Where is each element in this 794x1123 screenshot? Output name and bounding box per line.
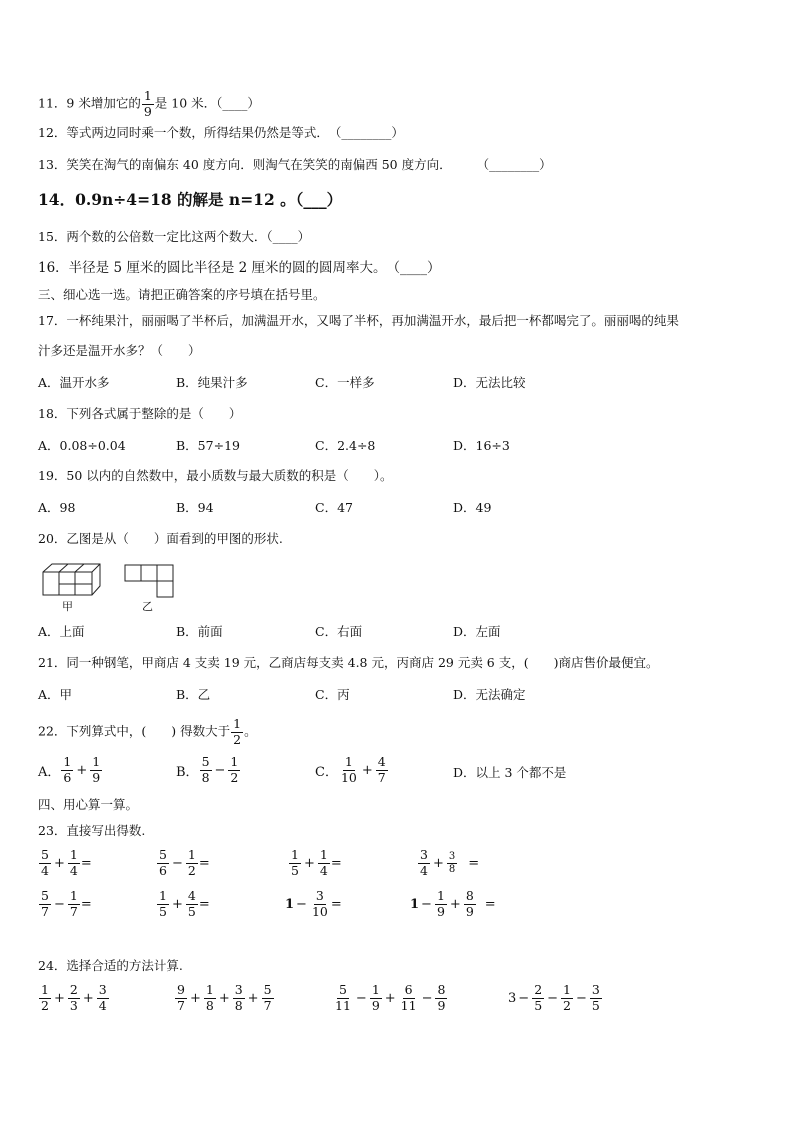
denominator: 4 [319,862,328,878]
operator: + [432,855,444,871]
q19-option-a: A．98 [38,500,76,515]
view-figure-yi [124,564,176,598]
denominator: 6 [159,862,167,878]
denominator: 5 [159,903,167,919]
operator: + [449,896,461,912]
operator: − [214,762,226,778]
operator: + [189,990,201,1006]
denominator: 8 [205,997,214,1013]
question-17-line2: 汁多还是温开水多？（ ） [38,343,201,358]
denominator: 8 [234,997,243,1013]
denominator: 7 [41,903,49,919]
whole-number: 1 [410,896,420,912]
denominator: 4 [41,862,49,878]
denominator: 8 [201,769,210,785]
question-24: 24．选择合适的方法计算. [38,958,183,973]
numerator: 9 [177,982,185,997]
q18-option-d: D．16÷3 [453,438,510,453]
question-11 [38,90,260,118]
denominator: 9 [436,903,445,919]
question-19: 19．50 以内的自然数中，最小质数与最大质数的积是（ ）。 [38,468,393,483]
operator: + [53,990,65,1006]
numerator: 5 [159,847,167,862]
question-15: 15．两个数的公倍数一定比这两个数大．（____） [38,229,311,244]
fraction [262,984,274,1012]
denominator: 5 [591,997,600,1013]
fraction [370,984,382,1012]
numerator: 6 [404,982,413,997]
numerator: 1 [436,888,445,903]
q21-option-a: A．甲 [38,687,73,702]
question-16: 16．半径是 5 厘米的圆比半径是 2 厘米的圆的圆周率大。 （____） [38,260,441,276]
fraction [39,890,51,918]
q20-option-b: B．前面 [176,624,223,639]
fraction [68,984,80,1012]
q22-text: 22．下列算式中，( ) 得数大于 [38,723,231,739]
denominator: 4 [98,997,107,1013]
operator: + [384,990,396,1006]
fraction [333,984,353,1012]
numerator: 1 [63,754,72,769]
question-12: 12．等式两边同时乘一个数，所得结果仍然是等式． （________） [38,125,404,140]
q19-option-b: B．94 [176,500,214,515]
fraction [68,849,80,877]
operator: + [76,762,88,778]
numerator: 1 [291,847,299,862]
question-21: 21．同一种钢笔，甲商店 4 支卖 19 元，乙商店每支卖 4.8 元，丙商店 29 元卖 6 支，( )商店售价最便宜。 [38,655,659,670]
denominator: 7 [177,997,185,1013]
question-13: 13．笑笑在淘气的南偏东 40 度方向．则淘气在笑笑的南偏西 50 度方向． （________） [38,157,552,172]
fraction [61,756,73,784]
numerator: 5 [41,847,49,862]
numerator: 1 [344,754,353,769]
q18-option-b: B．57÷19 [176,438,240,453]
fraction [68,890,80,918]
fraction [435,890,447,918]
numerator: 4 [377,754,386,769]
numerator: 5 [338,982,347,997]
operator: + [82,990,94,1006]
fraction [447,852,457,875]
denominator: 9 [143,103,152,119]
option-label: A． [38,764,61,780]
q24-expression-1 [38,984,110,1012]
denominator: 2 [563,997,571,1013]
operator: − [53,896,65,912]
q21-option-b: B．乙 [176,687,211,702]
fraction [39,849,51,877]
denominator: 9 [92,769,101,785]
operator: − [518,990,530,1006]
question-14: 14．0.9n÷4=18 的解是 n=12 。（___） [38,190,343,209]
operator: + [303,855,315,871]
q24-expression-4 [508,984,603,1012]
q19-option-c: C．47 [315,500,353,515]
q23-exercise-5 [38,890,92,918]
fraction [39,984,51,1012]
numerator: 1 [92,754,101,769]
numerator: 5 [201,754,210,769]
q21-option-d: D．无法确定 [453,687,526,702]
fraction [157,890,169,918]
fraction [233,984,245,1012]
section-3-heading: 三、细心选一选。请把正确答案的序号填在括号里。 [38,287,326,302]
equals-sign: = [198,855,210,871]
numerator: 1 [205,982,214,997]
fraction [142,90,154,118]
numerator: 5 [41,888,49,903]
q23-exercise-7 [285,890,342,918]
fraction [399,984,419,1012]
fraction [561,984,573,1012]
operator: − [171,855,183,871]
question-18: 18．下列各式属于整除的是（ ） [38,406,242,421]
denominator: 2 [230,769,239,785]
operator: − [547,990,559,1006]
q18-option-c: C．2.4÷8 [315,438,376,453]
numerator: 1 [230,754,239,769]
equals-sign: = [330,896,342,912]
question-20: 20．乙图是从（ ）面看到的甲图的形状. [38,531,283,546]
question-22 [38,718,257,746]
fraction [464,890,476,918]
q17-option-d: D．无法比较 [453,375,526,390]
denominator: 9 [371,997,380,1013]
option-label: C． [315,764,338,780]
q11-text: 11．9 米增加它的 [38,95,141,111]
numerator: 1 [187,847,196,862]
fraction [90,756,102,784]
numerator: 3 [98,982,107,997]
q11-text-end: 是 10 米．（____） [154,95,260,111]
fraction [590,984,602,1012]
q17-option-a: A．温开水多 [38,375,110,390]
operator: + [171,896,183,912]
numerator: 3 [234,982,243,997]
operator: − [296,896,307,912]
q23-exercise-3 [288,849,342,877]
fraction [228,756,240,784]
fraction [157,849,169,877]
denominator: 4 [420,862,428,878]
numerator: 1 [69,888,78,903]
denominator: 4 [69,862,78,878]
denominator: 11 [335,997,351,1013]
numerator: 8 [437,982,446,997]
q23-exercise-6 [156,890,210,918]
q23-exercise-4 [417,849,479,877]
denominator: 5 [187,903,196,919]
numerator: 2 [534,982,543,997]
denominator: 2 [187,862,196,878]
numerator: 1 [159,888,167,903]
question-17-line1: 17．一杯纯果汁，丽丽喝了半杯后，加满温开水，又喝了半杯，再加满温开水，最后把一杯都喝完了。丽丽喝的纯果 [38,313,679,328]
cube-figure-jia [42,562,104,598]
fraction [231,718,243,746]
fraction [376,756,388,784]
equals-sign: = [468,855,480,871]
fraction [175,984,187,1012]
denominator: 10 [340,769,357,785]
q22-option-d: D．以上 3 个都不是 [453,765,567,780]
denominator: 10 [311,903,328,919]
fraction [310,890,330,918]
fraction [97,984,109,1012]
equals-sign: = [80,855,92,871]
denominator: 5 [291,862,299,878]
numerator: 3 [420,847,428,862]
fraction [186,890,198,918]
operator: − [421,896,432,912]
operator: + [218,990,230,1006]
equals-sign: = [330,855,342,871]
whole-number: 3 [508,990,517,1006]
denominator: 9 [465,903,474,919]
section-4-heading: 四、用心算一算。 [38,797,139,812]
numerator: 1 [143,88,152,103]
equals-sign: = [198,896,210,912]
q22-option-c [315,756,389,784]
fraction [200,756,212,784]
q23-exercise-2 [156,849,210,877]
numerator: 1 [233,716,242,731]
q18-option-a: A．0.08÷0.04 [38,438,126,453]
figure-label-jia: 甲 [62,600,73,613]
fraction [289,849,301,877]
q19-option-d: D．49 [453,500,492,515]
operator: − [576,990,587,1006]
denominator: 8 [448,863,456,875]
fraction [318,849,330,877]
numerator: 4 [187,888,196,903]
fraction [435,984,447,1012]
q23-exercise-1 [38,849,92,877]
q20-option-c: C．右面 [315,624,363,639]
operator: − [355,990,367,1006]
whole-number: 1 [285,896,295,912]
numerator: 3 [315,888,324,903]
q23-exercise-8 [410,890,496,918]
denominator: 9 [437,997,446,1013]
numerator: 1 [69,847,78,862]
denominator: 7 [69,903,78,919]
equals-sign: = [80,896,92,912]
denominator: 6 [63,769,72,785]
question-23: 23．直接写出得数. [38,823,146,838]
q21-option-c: C．丙 [315,687,350,702]
q22-text-end: 。 [244,723,257,739]
numerator: 3 [591,982,600,997]
numerator: 1 [563,982,571,997]
denominator: 3 [69,997,78,1013]
equals-sign: = [484,896,496,912]
figure-label-yi: 乙 [142,600,153,613]
numerator: 1 [319,847,328,862]
operator: − [421,990,433,1006]
q17-option-c: C．一样多 [315,375,375,390]
denominator: 5 [534,997,543,1013]
numerator: 2 [69,982,78,997]
operator: + [53,855,65,871]
operator: + [361,762,373,778]
fraction [186,849,198,877]
numerator: 1 [371,982,380,997]
q17-option-b: B．纯果汁多 [176,375,248,390]
q20-option-a: A．上面 [38,624,85,639]
q20-option-d: D．左面 [453,624,501,639]
q22-option-b [176,756,241,784]
fraction [204,984,216,1012]
q24-expression-2 [174,984,275,1012]
q24-expression-3 [332,984,448,1012]
q22-option-a [38,756,103,784]
numerator: 5 [263,982,272,997]
denominator: 11 [400,997,417,1013]
fraction [532,984,544,1012]
denominator: 7 [377,769,386,785]
numerator: 8 [465,888,474,903]
denominator: 2 [41,997,49,1013]
operator: + [247,990,259,1006]
denominator: 7 [263,997,272,1013]
denominator: 2 [233,731,242,747]
option-label: B． [176,764,199,780]
numerator: 3 [448,850,456,862]
numerator: 1 [41,982,49,997]
fraction [339,756,359,784]
fraction [418,849,430,877]
